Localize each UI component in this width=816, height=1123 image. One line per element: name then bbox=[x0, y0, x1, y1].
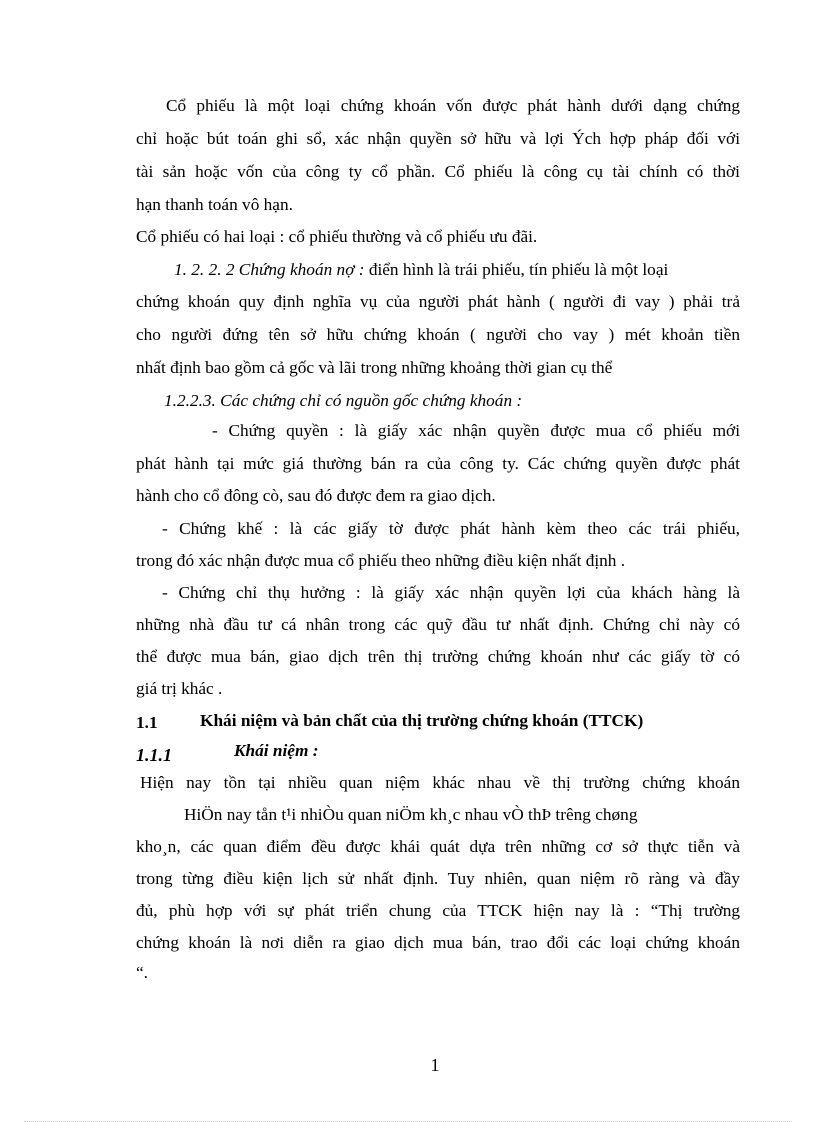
text-line: kho¸n, các quan điểm đều được khái quát dựa trên những cơ sở thực tiễn và bbox=[136, 837, 740, 856]
text-line: trong từng điều kiện lịch sử nhất định. Tuy nhiên, quan niệm rõ ràng và đầy bbox=[136, 869, 740, 888]
text-line: phát hành tại mức giá thường bán ra của công ty. Các chứng quyền được phát bbox=[136, 454, 740, 473]
text-line bbox=[174, 259, 740, 281]
text-line: Cổ phiếu là một loại chứng khoán vốn được phát hành dưới dạng chứng bbox=[166, 96, 740, 115]
text-line: đủ, phù hợp với sự phát triển chung của TTCK hiện nay là : “Thị trường bbox=[136, 901, 740, 920]
text-line: - Chứng khế : là các giấy tờ được phát hành kèm theo các trái phiếu, bbox=[162, 519, 740, 538]
page-bottom-border bbox=[24, 1121, 792, 1122]
subsection-heading: 1. 2. 2. 2 Chứng khoán nợ : bbox=[174, 260, 365, 279]
text-line: - Chứng chỉ thụ hưởng : là giấy xác nhận quyền lợi của khách hàng là bbox=[162, 583, 740, 602]
text-line: Cổ phiếu có hai loại : cổ phiếu thường và cổ phiếu ưu đãi. bbox=[136, 227, 538, 246]
text-line: chứng khoán quy định nghĩa vụ của người phát hành ( người đi vay ) phải trả bbox=[136, 292, 740, 311]
text-line: chứng khoán là nơi diễn ra giao dịch mua bán, trao đổi các loại chứng khoán bbox=[136, 933, 740, 952]
subsection-number: 1.1.1 bbox=[136, 745, 172, 765]
text-line: thể được mua bán, giao dịch trên thị trường chứng khoán như các giấy tờ có bbox=[136, 647, 740, 666]
text-line: chỉ hoặc bút toán ghi sổ, xác nhận quyền sở hữu và lợi Ých hợp pháp đối với bbox=[136, 129, 740, 148]
text-line: hành cho cổ đông cò, sau đó được đem ra giao dịch. bbox=[136, 486, 496, 505]
subsection-heading: Khái niệm : bbox=[234, 741, 319, 760]
text-span: điển hình là trái phiếu, tín phiếu là một loại bbox=[364, 260, 669, 279]
text-line: - Chứng quyền : là giấy xác nhận quyền được mua cổ phiếu mới bbox=[212, 421, 740, 440]
text-line: cho người đứng tên sở hữu chứng khoán ( người cho vay ) mét khoản tiền bbox=[136, 325, 740, 344]
text-line: giá trị khác . bbox=[136, 679, 223, 698]
page-number: 1 bbox=[430, 1055, 440, 1075]
text-line: Hiện nay tồn tại nhiều quan niệm khác nhau về thị trường chứng khoán bbox=[140, 773, 740, 792]
section-heading: Khái niệm và bản chất của thị trường chứng khoán (TTCK) bbox=[200, 711, 644, 730]
text-line: HiÖn nay tån t¹i nhiÒu quan niÖm kh¸c nhau vÒ thÞ trêng chøng bbox=[184, 805, 638, 824]
text-line: “. bbox=[136, 963, 148, 982]
text-line: những nhà đầu tư cá nhân trong các quỹ đầu tư nhất định. Chứng chỉ này có bbox=[136, 615, 740, 634]
text-line: trong đó xác nhận được mua cổ phiếu theo những điều kiện nhất định . bbox=[136, 551, 626, 570]
text-line: hạn thanh toán vô hạn. bbox=[136, 195, 293, 214]
subsection-heading: 1.2.2.3. Các chứng chỉ có nguồn gốc chứng khoán : bbox=[164, 391, 523, 410]
section-number: 1.1 bbox=[136, 713, 158, 732]
text-line: tài sản hoặc vốn của công ty cổ phần. Cổ phiếu là công cụ tài chính có thời bbox=[136, 162, 740, 181]
text-line: nhất định bao gồm cả gốc và lãi trong những khoảng thời gian cụ thể bbox=[136, 358, 613, 377]
